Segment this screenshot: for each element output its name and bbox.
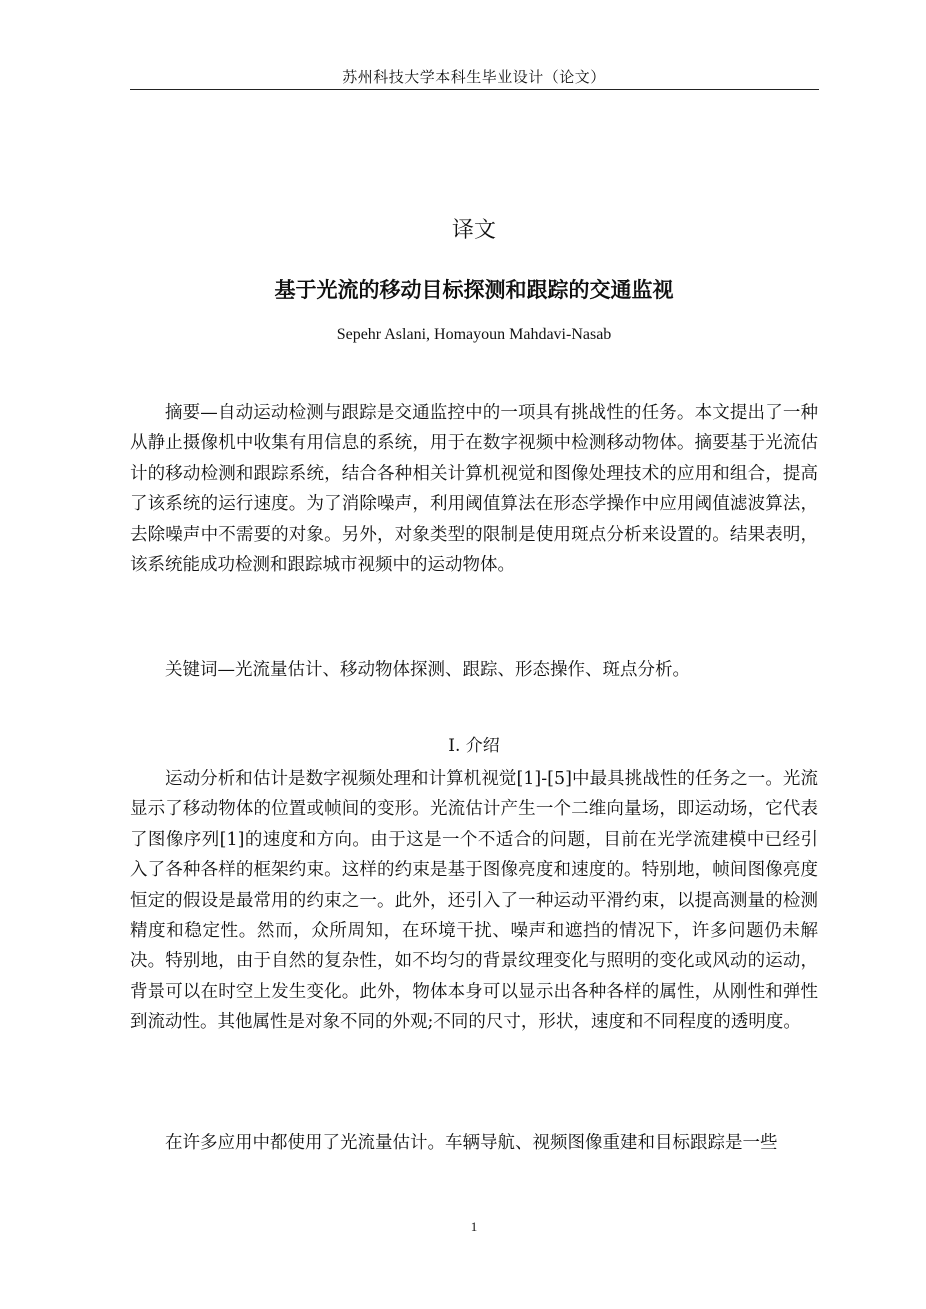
- keywords-paragraph: 关键词—光流量估计、移动物体探测、跟踪、形态操作、斑点分析。: [165, 660, 690, 680]
- body-paragraph: 运动分析和估计是数字视频处理和计算机视觉[1]-[5]中最具挑战性的任务之一。光流显示了移动物体的位置或帧间的变形。光流估计产生一个二维向量场，即运动场，它代表了图像序列[1]的速度和方向。由于这是一个不适合的问题，目前在光学流建模中已经引入了各种各样的框架约束。这样的约束是基于图像亮度和速度的。特别地，帧间图像亮度恒定的假设是最常用的约束之一。此外，还引入了一种运动平滑约束，以提高测量的检测精度和稳定性。然而，众所周知，在环境干扰、噪声和遮挡的情况下，许多问题仍未解决。特别地，由于自然的复杂性，如不均匀的背景纹理变化与照明的变化或风动的运动，背景可以在时空上发生变化。此外，物体本身可以显示出各种各样的属性，从刚性和弹性到流动性。其他属性是对象不同的外观;不同的尺寸，形状，速度和不同程度的透明度。: [130, 769, 818, 1033]
- header-rule: [130, 89, 819, 90]
- page-number: 1: [470, 1219, 478, 1234]
- paper-title: 基于光流的移动目标探测和跟踪的交通监视: [274, 278, 674, 302]
- document-label: 译文: [451, 218, 496, 243]
- section-heading: I. 介绍: [448, 736, 500, 756]
- running-header: 苏州科技大学本科生毕业设计（论文）: [342, 68, 606, 86]
- abstract-paragraph: 摘要—自动运动检测与跟踪是交通监控中的一项具有挑战性的任务。本文提出了一种从静止摄像机中收集有用信息的系统，用于在数字视频中检测移动物体。摘要基于光流估计的移动检测和跟踪系统，结合各种相关计算机视觉和图像处理技术的应用和组合，提高了该系统的运行速度。为了消除噪声，利用阈值算法在形态学操作中应用阈值滤波算法，去除噪声中不需要的对象。另外，对象类型的限制是使用斑点分析来设置的。结果表明，该系统能成功检测和跟踪城市视频中的运动物体。: [130, 403, 818, 576]
- body-paragraph: 在许多应用中都使用了光流量估计。车辆导航、视频图像重建和目标跟踪是一些: [165, 1133, 778, 1153]
- authors: Sepehr Aslani, Homayoun Mahdavi-Nasab: [336, 326, 612, 343]
